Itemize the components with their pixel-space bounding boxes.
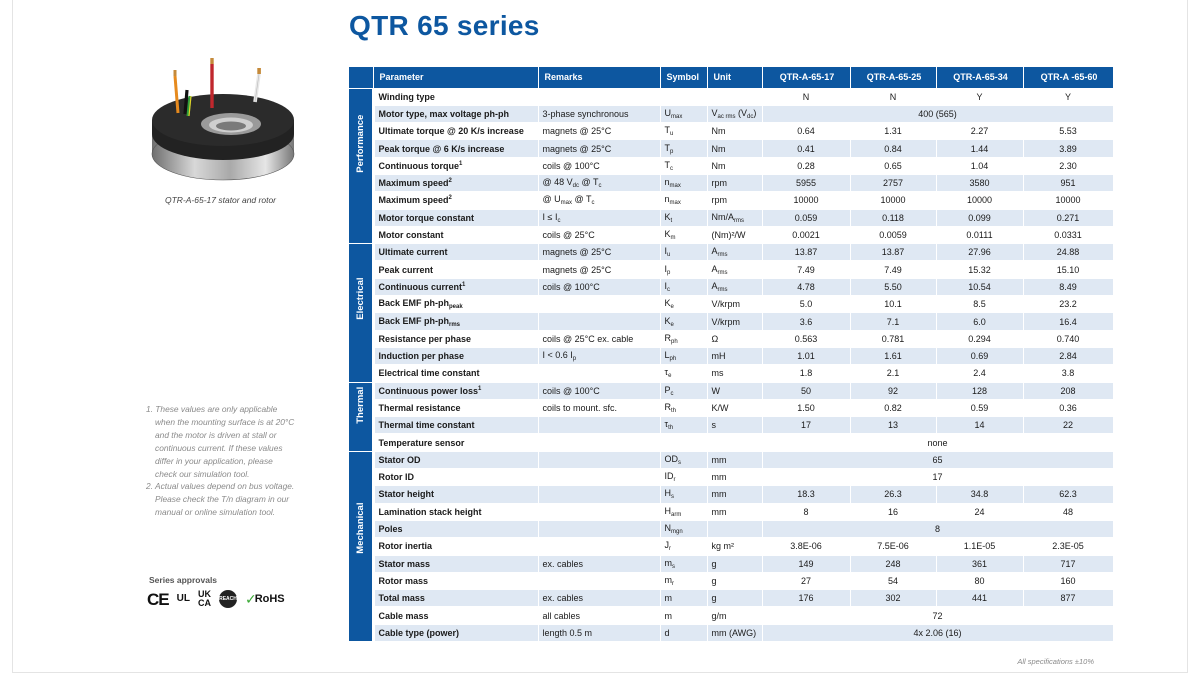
cell-unit: [707, 520, 762, 537]
table-row: [349, 365, 1113, 382]
cell-value: 27.96: [936, 244, 1023, 261]
cell-unit: $V_{ac rms}$ $(V_{dc})$: [707, 105, 762, 122]
table-row: [349, 105, 1113, 122]
cell-unit: g: [707, 555, 762, 572]
cell-remarks: coils @ 100°C: [538, 278, 660, 295]
cell-symbol: [660, 88, 707, 105]
cell-symbol: [660, 434, 707, 451]
table-row: [349, 538, 1113, 555]
cell-value: 5.50: [850, 278, 936, 295]
table-row: [349, 88, 1113, 105]
cell-value: 24.88: [1023, 244, 1113, 261]
cell-parameter: Resistance per phase: [373, 330, 538, 347]
cell-remarks: @ $U_{max}$ @ $T_c$: [538, 192, 660, 209]
cell-unit: g: [707, 590, 762, 607]
cell-value: 3.89: [1023, 140, 1113, 157]
cell-value-all-models: 4x 2.06 (16): [762, 624, 1113, 641]
cell-value: 3.6: [762, 313, 850, 330]
cell-value: 62.3: [1023, 486, 1113, 503]
cell-value: 0.0059: [850, 226, 936, 243]
cell-value: 717: [1023, 555, 1113, 572]
cell-value: 0.0331: [1023, 226, 1113, 243]
cell-value: 248: [850, 555, 936, 572]
table-row: [349, 347, 1113, 364]
cell-parameter: Poles: [373, 520, 538, 537]
cell-symbol: $J_r$: [660, 538, 707, 555]
cell-value: 15.32: [936, 261, 1023, 278]
cell-value: 1.44: [936, 140, 1023, 157]
cell-value: 2.4: [936, 365, 1023, 382]
cell-symbol: $H_{arm}$: [660, 503, 707, 520]
cell-value: 7.49: [850, 261, 936, 278]
cell-value: 0.0111: [936, 226, 1023, 243]
group-label-performance: Performance: [349, 88, 373, 244]
header-model-25: QTR-A-65-25: [850, 67, 936, 88]
cell-parameter: Temperature sensor: [373, 434, 538, 451]
cell-unit: mm (AWG): [707, 624, 762, 641]
approvals-logos: [147, 588, 285, 610]
cell-value: 2.3E-05: [1023, 538, 1113, 555]
footnotes: [146, 403, 296, 519]
cell-parameter: Ultimate torque @ 20 K/s increase: [373, 123, 538, 140]
cell-remarks: coils @ 100°C: [538, 157, 660, 174]
cell-remarks: [538, 538, 660, 555]
cell-value: 6.0: [936, 313, 1023, 330]
cell-remarks: ex. cables: [538, 590, 660, 607]
cell-parameter: Rotor mass: [373, 572, 538, 589]
cell-remarks: ex. cables: [538, 555, 660, 572]
cell-parameter: Maximum speed$^2$: [373, 174, 538, 191]
table-row: [349, 226, 1113, 243]
header-model-60: QTR-A -65-60: [1023, 67, 1113, 88]
cell-value: 0.59: [936, 399, 1023, 416]
table-row: [349, 572, 1113, 589]
cell-value: 0.69: [936, 347, 1023, 364]
cell-value: 34.8: [936, 486, 1023, 503]
cell-unit: mm: [707, 503, 762, 520]
cell-symbol: $K_e$: [660, 313, 707, 330]
cell-parameter: Lamination stack height: [373, 503, 538, 520]
cell-unit: V/krpm: [707, 296, 762, 313]
table-row: [349, 417, 1113, 434]
header-remarks: Remarks: [538, 67, 660, 88]
cell-remarks: length 0.5 m: [538, 624, 660, 641]
header-model-34: QTR-A-65-34: [936, 67, 1023, 88]
cell-symbol: d: [660, 624, 707, 641]
cell-symbol: $I_c$: [660, 278, 707, 295]
cell-symbol: $\tau_{th}$: [660, 417, 707, 434]
cell-value-all-models: 400 (565): [762, 105, 1113, 122]
cell-value: Y: [1023, 88, 1113, 105]
cell-symbol: $T_u$: [660, 123, 707, 140]
ukca-mark-icon: UK CA: [197, 589, 211, 608]
table-row: [349, 174, 1113, 191]
cell-value: 17: [762, 417, 850, 434]
cell-remarks: [538, 469, 660, 486]
cell-value: 80: [936, 572, 1023, 589]
header-model-17: QTR-A-65-17: [762, 67, 850, 88]
cell-value: Y: [936, 88, 1023, 105]
cell-value: 10000: [762, 192, 850, 209]
cell-remarks: magnets @ 25°C: [538, 123, 660, 140]
page-title: QTR 65 series: [349, 10, 540, 41]
cell-unit: kg m²: [707, 538, 762, 555]
cell-value: 0.64: [762, 123, 850, 140]
cell-unit: Nm: [707, 157, 762, 174]
table-row: [349, 469, 1113, 486]
cell-value: 24: [936, 503, 1023, 520]
ce-mark-icon: CE: [147, 589, 169, 609]
cell-value: 3580: [936, 174, 1023, 191]
cell-value: 10000: [1023, 192, 1113, 209]
table-row: [349, 192, 1113, 209]
cell-value: 0.41: [762, 140, 850, 157]
table-row: [349, 590, 1113, 607]
cell-unit: K/W: [707, 399, 762, 416]
table-row: [349, 296, 1113, 313]
table-header-row: [349, 67, 1113, 88]
cell-value: 10.54: [936, 278, 1023, 295]
cell-remarks: [538, 417, 660, 434]
table-row: [349, 244, 1113, 261]
cell-value: 176: [762, 590, 850, 607]
cell-unit: g/m: [707, 607, 762, 624]
cell-remarks: $I \le I_c$: [538, 209, 660, 226]
cell-value: 7.49: [762, 261, 850, 278]
cell-value: 1.1E-05: [936, 538, 1023, 555]
cell-value: 361: [936, 555, 1023, 572]
cell-unit: mH: [707, 347, 762, 364]
cell-unit: ms: [707, 365, 762, 382]
cell-symbol: m: [660, 590, 707, 607]
cell-value: 0.65: [850, 157, 936, 174]
cell-symbol: $n_{max}$: [660, 192, 707, 209]
cell-value: 128: [936, 382, 1023, 399]
cell-parameter: Back EMF $ph-ph_{rms}$: [373, 313, 538, 330]
cell-symbol: $I_u$: [660, 244, 707, 261]
cell-value: 2.84: [1023, 347, 1113, 364]
cell-value: 5.53: [1023, 123, 1113, 140]
cell-value: N: [762, 88, 850, 105]
cell-remarks: magnets @ 25°C: [538, 261, 660, 278]
cell-value: 0.271: [1023, 209, 1113, 226]
cell-value: 13: [850, 417, 936, 434]
cell-value: 48: [1023, 503, 1113, 520]
cell-parameter: Motor torque constant: [373, 209, 538, 226]
footer-note: All specifications ±10%: [1017, 657, 1094, 666]
cell-remarks: [538, 313, 660, 330]
cell-value: 2757: [850, 174, 936, 191]
table-row: [349, 555, 1113, 572]
cell-unit: Nm: [707, 123, 762, 140]
cell-parameter: Rotor ID: [373, 469, 538, 486]
cell-value-all-models: none: [762, 434, 1113, 451]
cell-value: 13.87: [762, 244, 850, 261]
cell-value: 1.61: [850, 347, 936, 364]
cell-value: 14: [936, 417, 1023, 434]
cell-unit: rpm: [707, 174, 762, 191]
cell-value: 0.118: [850, 209, 936, 226]
cell-remarks: [538, 434, 660, 451]
group-label-thermal: Thermal: [349, 382, 373, 451]
cell-unit: W: [707, 382, 762, 399]
header-group-cell: [349, 67, 373, 88]
cell-remarks: coils to mount. sfc.: [538, 399, 660, 416]
cell-parameter: Continuous power loss$^1$: [373, 382, 538, 399]
cell-symbol: $\tau_e$: [660, 365, 707, 382]
cell-unit: mm: [707, 486, 762, 503]
cell-value: 951: [1023, 174, 1113, 191]
cell-symbol: $N_{mgn}$: [660, 520, 707, 537]
cell-remarks: [538, 365, 660, 382]
cell-remarks: [538, 296, 660, 313]
reach-mark-icon: REACH: [219, 590, 237, 608]
cell-value: 2.30: [1023, 157, 1113, 174]
cell-unit: [707, 88, 762, 105]
cell-unit: Ω: [707, 330, 762, 347]
cell-remarks: [538, 88, 660, 105]
cell-remarks: coils @ 100°C: [538, 382, 660, 399]
cell-value: 441: [936, 590, 1023, 607]
cell-value: 16: [850, 503, 936, 520]
cell-unit: s: [707, 417, 762, 434]
cell-value: 0.36: [1023, 399, 1113, 416]
cell-value: 10.1: [850, 296, 936, 313]
cell-value-all-models: 8: [762, 520, 1113, 537]
cell-value-all-models: 65: [762, 451, 1113, 468]
cell-value-all-models: 17: [762, 469, 1113, 486]
cell-parameter: Motor type, max voltage ph-ph: [373, 105, 538, 122]
cell-value: 1.04: [936, 157, 1023, 174]
cell-value: 26.3: [850, 486, 936, 503]
cell-unit: V/krpm: [707, 313, 762, 330]
cell-value: 16.4: [1023, 313, 1113, 330]
cell-symbol: $m_r$: [660, 572, 707, 589]
cell-value: 7.5E-06: [850, 538, 936, 555]
header-unit: Unit: [707, 67, 762, 88]
cell-unit: $A_{rms}$: [707, 261, 762, 278]
cell-parameter: Ultimate current: [373, 244, 538, 261]
cell-symbol: $T_p$: [660, 140, 707, 157]
cell-unit: $A_{rms}$: [707, 278, 762, 295]
header-parameter: Parameter: [373, 67, 538, 88]
cell-parameter: Stator height: [373, 486, 538, 503]
approvals-label: Series approvals: [149, 575, 218, 585]
cell-value: 92: [850, 382, 936, 399]
group-label-mechanical: Mechanical: [349, 451, 373, 641]
cell-parameter: Maximum speed$^2$: [373, 192, 538, 209]
cell-value: 54: [850, 572, 936, 589]
table-row: [349, 624, 1113, 641]
table-row: [349, 278, 1113, 295]
cell-symbol: $T_c$: [660, 157, 707, 174]
cell-remarks: 3-phase synchronous: [538, 105, 660, 122]
cell-parameter: Electrical time constant: [373, 365, 538, 382]
cell-remarks: [538, 503, 660, 520]
cell-value: 0.059: [762, 209, 850, 226]
cell-remarks: [538, 451, 660, 468]
cell-value: 10000: [850, 192, 936, 209]
cell-unit: mm: [707, 469, 762, 486]
cell-parameter: Cable mass: [373, 607, 538, 624]
cell-symbol: $OD_s$: [660, 451, 707, 468]
cell-value: 0.099: [936, 209, 1023, 226]
footnote-1: 1. These values are only applicable when the mounting surface is at 20°C and the motor is driven at stall or continuous current. If these values differ in your application, please check our simulation tool.: [146, 404, 295, 479]
cell-unit: (Nm)²/W: [707, 226, 762, 243]
cell-value: 10000: [936, 192, 1023, 209]
cell-value-all-models: 72: [762, 607, 1113, 624]
cell-symbol: $n_{max}$: [660, 174, 707, 191]
cell-symbol: $P_c$: [660, 382, 707, 399]
cell-remarks: coils @ 25°C: [538, 226, 660, 243]
header-symbol: Symbol: [660, 67, 707, 88]
cell-symbol: $ID_r$: [660, 469, 707, 486]
cell-parameter: Total mass: [373, 590, 538, 607]
table-row: [349, 382, 1113, 399]
cell-unit: mm: [707, 451, 762, 468]
cell-value: 7.1: [850, 313, 936, 330]
cell-parameter: Thermal time constant: [373, 417, 538, 434]
footnote-2: 2. Actual values depend on bus voltage. Please check the T/n diagram in our manual or online simulation tool.: [146, 481, 295, 518]
cell-value: 8.5: [936, 296, 1023, 313]
cell-parameter: Back EMF $ph-ph_{peak}$: [373, 296, 538, 313]
cell-value: 0.82: [850, 399, 936, 416]
cell-parameter: Thermal resistance: [373, 399, 538, 416]
table-row: [349, 520, 1113, 537]
cell-value: 2.1: [850, 365, 936, 382]
cell-parameter: Rotor inertia: [373, 538, 538, 555]
cell-symbol: $R_{ph}$: [660, 330, 707, 347]
table-row: [349, 399, 1113, 416]
rohs-mark-icon: ✓ RoHS: [244, 590, 285, 607]
ul-mark-icon: UL: [176, 593, 190, 604]
cell-unit: rpm: [707, 192, 762, 209]
cell-value: 8: [762, 503, 850, 520]
cell-remarks: coils @ 25°C ex. cable: [538, 330, 660, 347]
cell-symbol: $I_p$: [660, 261, 707, 278]
cell-value: 1.31: [850, 123, 936, 140]
cell-value: N: [850, 88, 936, 105]
cell-symbol: m: [660, 607, 707, 624]
cell-value: 15.10: [1023, 261, 1113, 278]
cell-parameter: Induction per phase: [373, 347, 538, 364]
cell-symbol: $m_s$: [660, 555, 707, 572]
cell-unit: g: [707, 572, 762, 589]
cell-value: 22: [1023, 417, 1113, 434]
group-label-electrical: Electrical: [349, 244, 373, 382]
table-row: [349, 123, 1113, 140]
table-row: [349, 503, 1113, 520]
cell-symbol: $R_{th}$: [660, 399, 707, 416]
table-row: [349, 486, 1113, 503]
table-row: [349, 209, 1113, 226]
cell-value: 149: [762, 555, 850, 572]
cell-unit: Nm: [707, 140, 762, 157]
cell-remarks: I < 0.6 $I_p$: [538, 347, 660, 364]
cell-parameter: Peak current: [373, 261, 538, 278]
cell-symbol: $K_e$: [660, 296, 707, 313]
cell-value: 160: [1023, 572, 1113, 589]
cell-unit: $Nm/A_{rms}$: [707, 209, 762, 226]
cell-value: 3.8E-06: [762, 538, 850, 555]
cell-value: 1.8: [762, 365, 850, 382]
cell-value: 0.28: [762, 157, 850, 174]
cell-value: 1.01: [762, 347, 850, 364]
cell-value: 18.3: [762, 486, 850, 503]
product-image: [138, 58, 308, 190]
cell-symbol: $H_s$: [660, 486, 707, 503]
cell-parameter: Continuous current$^1$: [373, 278, 538, 295]
table-row: [349, 451, 1113, 468]
cell-parameter: Stator OD: [373, 451, 538, 468]
cell-value: 0.294: [936, 330, 1023, 347]
product-caption: QTR-A-65-17 stator and rotor: [164, 195, 276, 205]
cell-value: 0.0021: [762, 226, 850, 243]
cell-symbol: $K_m$: [660, 226, 707, 243]
cell-unit: $A_{rms}$: [707, 244, 762, 261]
cell-remarks: @ 48 $V_{dc}$ @ $T_c$: [538, 174, 660, 191]
cell-value: 5.0: [762, 296, 850, 313]
cell-value: 877: [1023, 590, 1113, 607]
cell-value: 302: [850, 590, 936, 607]
cell-symbol: $U_{max}$: [660, 105, 707, 122]
cell-remarks: magnets @ 25°C: [538, 140, 660, 157]
cell-remarks: [538, 486, 660, 503]
cell-parameter: Continuous torque$^1$: [373, 157, 538, 174]
cell-parameter: Stator mass: [373, 555, 538, 572]
cell-value: 3.8: [1023, 365, 1113, 382]
table-row: [349, 140, 1113, 157]
cell-parameter: Peak torque @ 6 K/s increase: [373, 140, 538, 157]
cell-value: 2.27: [936, 123, 1023, 140]
table-row: [349, 313, 1113, 330]
spec-table: [349, 67, 1114, 642]
cell-parameter: Cable type (power): [373, 624, 538, 641]
table-row: [349, 607, 1113, 624]
cell-value: 8.49: [1023, 278, 1113, 295]
cell-remarks: [538, 572, 660, 589]
cell-remarks: magnets @ 25°C: [538, 244, 660, 261]
table-row: [349, 434, 1113, 451]
cell-value: 23.2: [1023, 296, 1113, 313]
cell-value: 27: [762, 572, 850, 589]
cell-value: 0.84: [850, 140, 936, 157]
table-row: [349, 157, 1113, 174]
cell-parameter: Winding type: [373, 88, 538, 105]
cell-value: 0.740: [1023, 330, 1113, 347]
table-row: [349, 330, 1113, 347]
cell-remarks: [538, 520, 660, 537]
cell-value: 13.87: [850, 244, 936, 261]
cell-symbol: $L_{ph}$: [660, 347, 707, 364]
cell-value: 50: [762, 382, 850, 399]
cell-value: 0.781: [850, 330, 936, 347]
cell-symbol: $K_t$: [660, 209, 707, 226]
cell-value: 5955: [762, 174, 850, 191]
cell-parameter: Motor constant: [373, 226, 538, 243]
cell-remarks: all cables: [538, 607, 660, 624]
cell-value: 1.50: [762, 399, 850, 416]
cell-value: 208: [1023, 382, 1113, 399]
cell-value: 0.563: [762, 330, 850, 347]
cell-unit: [707, 434, 762, 451]
table-row: [349, 261, 1113, 278]
cell-value: 4.78: [762, 278, 850, 295]
